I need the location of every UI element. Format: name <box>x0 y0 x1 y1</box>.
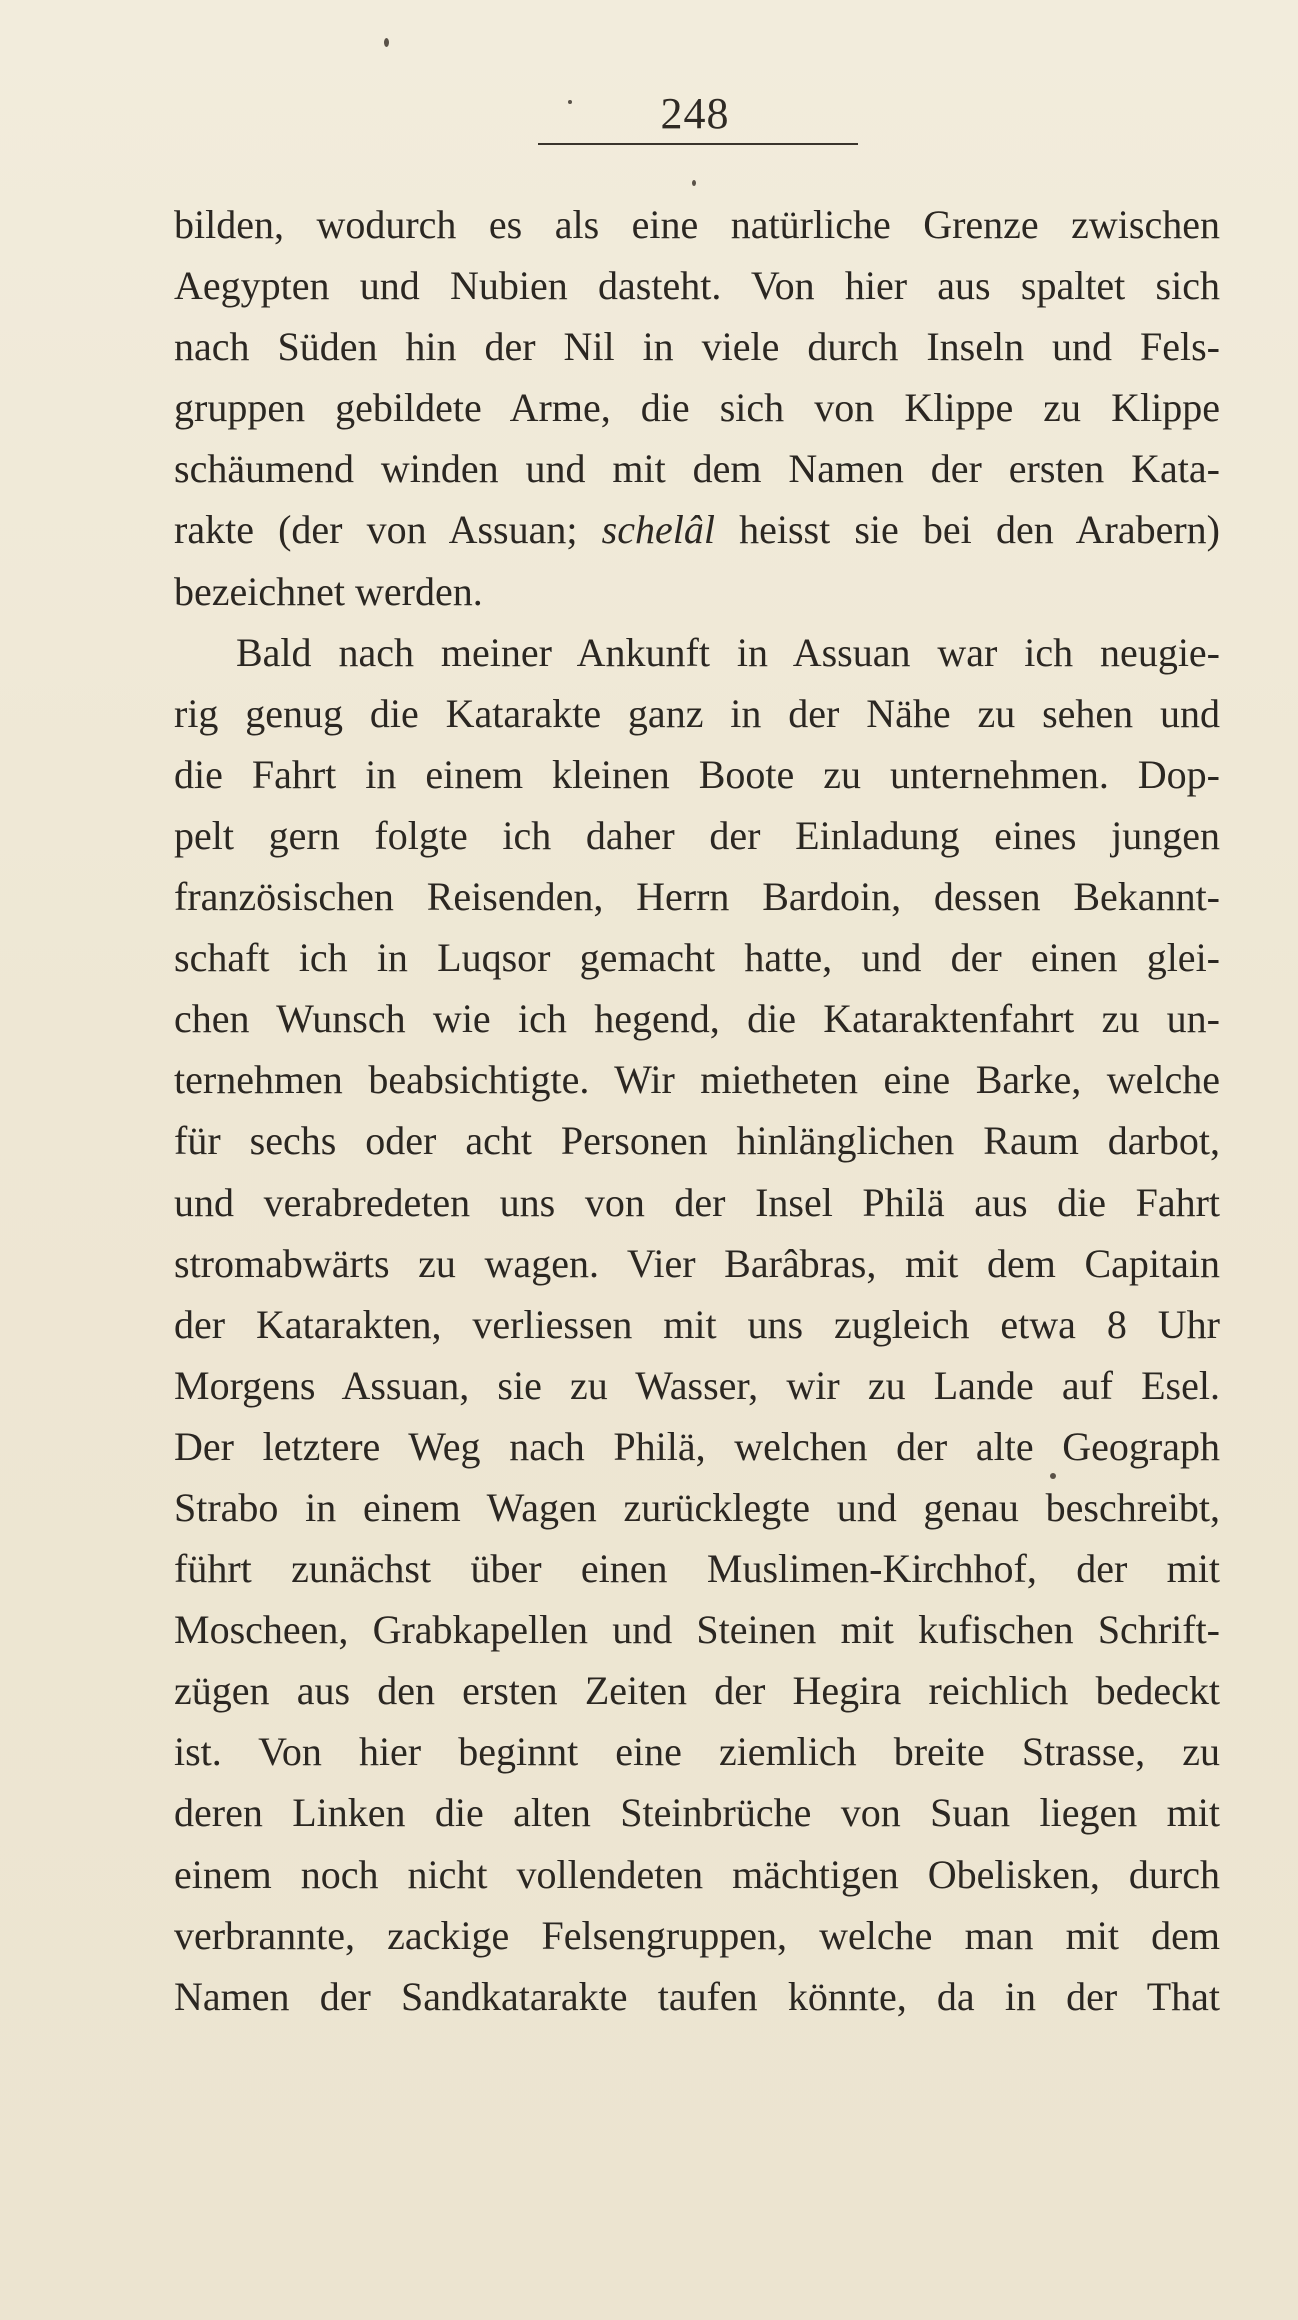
text-segment: heisst sie bei den Arabern) <box>714 507 1221 553</box>
text-line: bilden, wodurch es als eine natürliche Grenze zwischen <box>174 202 1220 247</box>
text-line: einem noch nicht vollendeten mächtigen Obelisken, durch <box>174 1851 1220 1897</box>
text-line: schaft ich in Luqsor gemacht hatte, und der einen glei- <box>174 935 1220 981</box>
text-line: Aegypten und Nubien dasteht. Von hier aus spaltet sich <box>174 263 1220 309</box>
text-line: pelt gern folgte ich daher der Einladung eines jungen <box>174 812 1220 858</box>
paper-speck <box>568 100 572 104</box>
paper-speck <box>384 38 389 47</box>
page-number: 248 <box>660 89 730 138</box>
text-line: rig genug die Katarakte ganz in der Nähe zu sehen und <box>174 690 1220 736</box>
italic-word: schelâl <box>601 507 715 553</box>
text-line: Strabo in einem Wagen zurücklegte und genau beschreibt, <box>174 1484 1220 1530</box>
text-line: gruppen gebildete Arme, die sich von Klippe zu Klippe <box>174 385 1220 431</box>
text-line: verbrannte, zackige Felsengruppen, welche man mit dem <box>174 1912 1220 1958</box>
paragraph-start-line: Bald nach meiner Ankunft in Assuan war ich neugie- <box>236 629 1220 675</box>
text-line: nach Süden hin der Nil in viele durch Inseln und Fels- <box>174 324 1220 370</box>
text-line: chen Wunsch wie ich hegend, die Kataraktenfahrt zu un- <box>174 996 1220 1042</box>
header-rule <box>538 143 858 145</box>
text-line: Morgens Assuan, sie zu Wasser, wir zu Lande auf Esel. <box>174 1362 1220 1408</box>
text-line: zügen aus den ersten Zeiten der Hegira reichlich bedeckt <box>174 1668 1220 1714</box>
text-line: Der letztere Weg nach Philä, welchen der alte Geograph <box>174 1423 1220 1469</box>
body-text <box>174 194 1220 2027</box>
text-segment: rakte (der von Assuan; <box>174 507 602 553</box>
text-line: französischen Reisenden, Herrn Bardoin, dessen Bekannt- <box>174 874 1220 920</box>
text-line-with-italic <box>174 499 1220 560</box>
text-line: Namen der Sandkatarakte taufen könnte, da in der That <box>174 1973 1220 2019</box>
text-line: stromabwärts zu wagen. Vier Barâbras, mit dem Capitain <box>174 1240 1220 1286</box>
text-line: Moscheen, Grabkapellen und Steinen mit kufischen Schrift- <box>174 1607 1220 1653</box>
text-line: die Fahrt in einem kleinen Boote zu unternehmen. Dop- <box>174 751 1220 797</box>
text-line: und verabredeten uns von der Insel Philä aus die Fahrt <box>174 1179 1220 1225</box>
text-line: schäumend winden und mit dem Namen der ersten Kata- <box>174 446 1220 492</box>
text-line: ternehmen beabsichtigte. Wir mietheten eine Barke, welche <box>174 1057 1220 1103</box>
paper-speck <box>1050 1473 1056 1479</box>
text-line: ist. Von hier beginnt eine ziemlich breite Strasse, zu <box>174 1729 1220 1775</box>
text-line: der Katarakten, verliessen mit uns zugleich etwa 8 Uhr <box>174 1301 1220 1347</box>
text-line: führt zunächst über einen Muslimen-Kirchhof, der mit <box>174 1546 1220 1592</box>
text-line: für sechs oder acht Personen hinlänglichen Raum darbot, <box>174 1118 1220 1164</box>
paper-speck <box>692 180 696 186</box>
paragraph-end-line: bezeichnet werden. <box>174 568 483 614</box>
text-line: deren Linken die alten Steinbrüche von Suan liegen mit <box>174 1790 1220 1836</box>
